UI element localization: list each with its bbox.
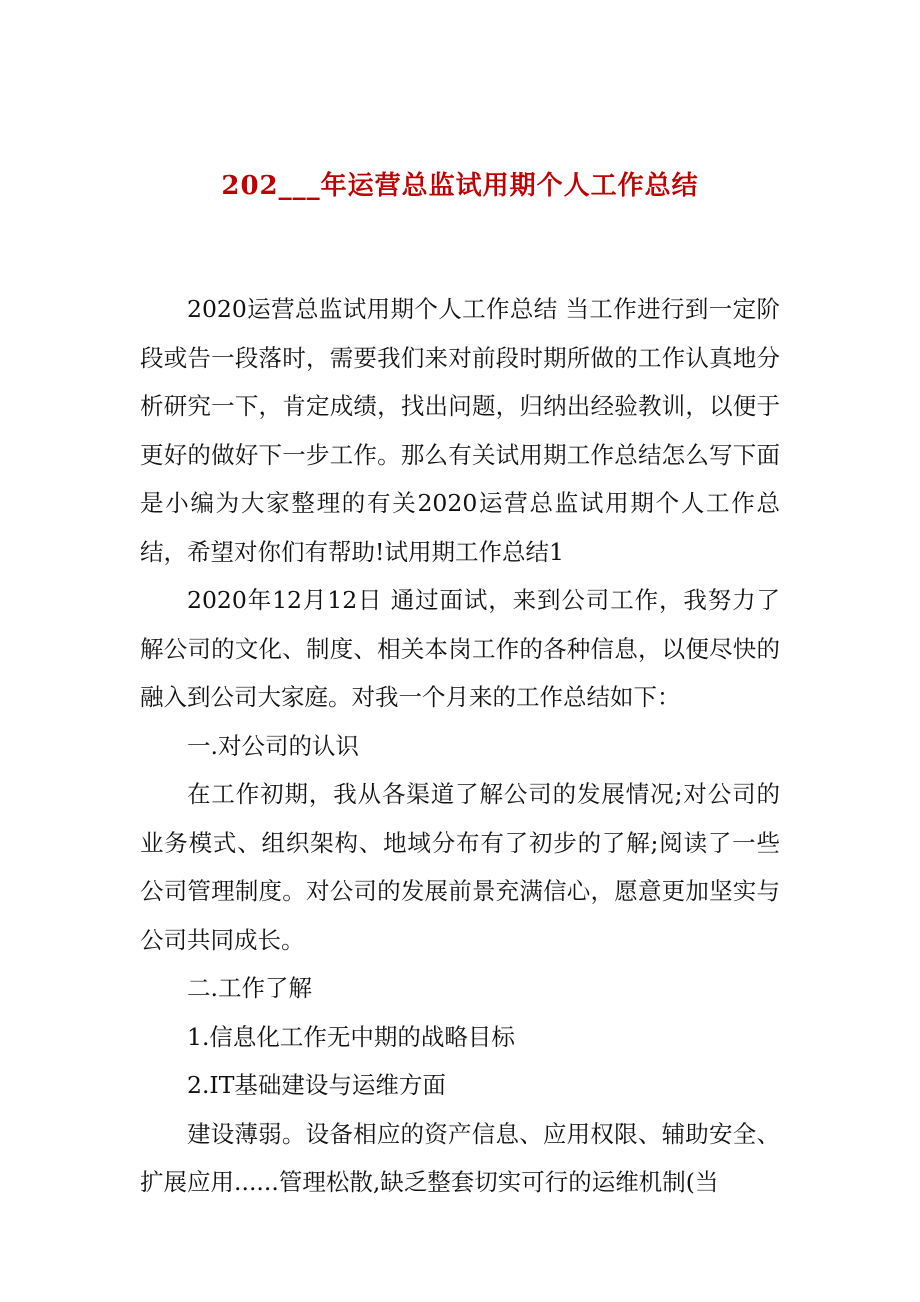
infrastructure-paragraph: 建设薄弱。设备相应的资产信息、应用权限、辅助安全、扩展应用......管理松散,缺乏整套切实可行的运维机制(当 (140, 1119, 780, 1196)
list-item-it-infrastructure: 2.IT基础建设与运维方面 (187, 1071, 446, 1099)
list-item-strategy: 1.信息化工作无中期的战略目标 (187, 1022, 515, 1051)
section-heading-work: 二.工作了解 (187, 974, 312, 1002)
company-understanding-paragraph: 在工作初期，我从各渠道了解公司的发展情况;对公司的业务模式、组织架构、地域分布有了初步的了解;阅读了一些公司管理制度。对公司的发展前景充满信心，愿意更加坚实与公司共同成长。 (140, 780, 780, 954)
start-date-paragraph: 2020年12月12日 通过面试，来到公司工作，我努力了解公司的文化、制度、相关本岗工作的各种信息，以便尽快的融入到公司大家庭。对我一个月来的工作总结如下： (140, 586, 780, 711)
intro-paragraph: 2020运营总监试用期个人工作总结 当工作进行到一定阶段或告一段落时，需要我们来对前段时期所做的工作认真地分析研究一下，肯定成绩，找出问题，归纳出经验教训，以便于更好的做好下一步工作。那么有关试用期工作总结怎么写下面是小编为大家整理的有关2020运营总监试用期个人工作总结，希望对你们有帮助!试用期工作总结1 (140, 295, 780, 566)
document-body (140, 285, 780, 1207)
document-title: 202___年运营总监试用期个人工作总结 (221, 171, 699, 201)
section-heading-company: 一.对公司的认识 (187, 731, 359, 760)
